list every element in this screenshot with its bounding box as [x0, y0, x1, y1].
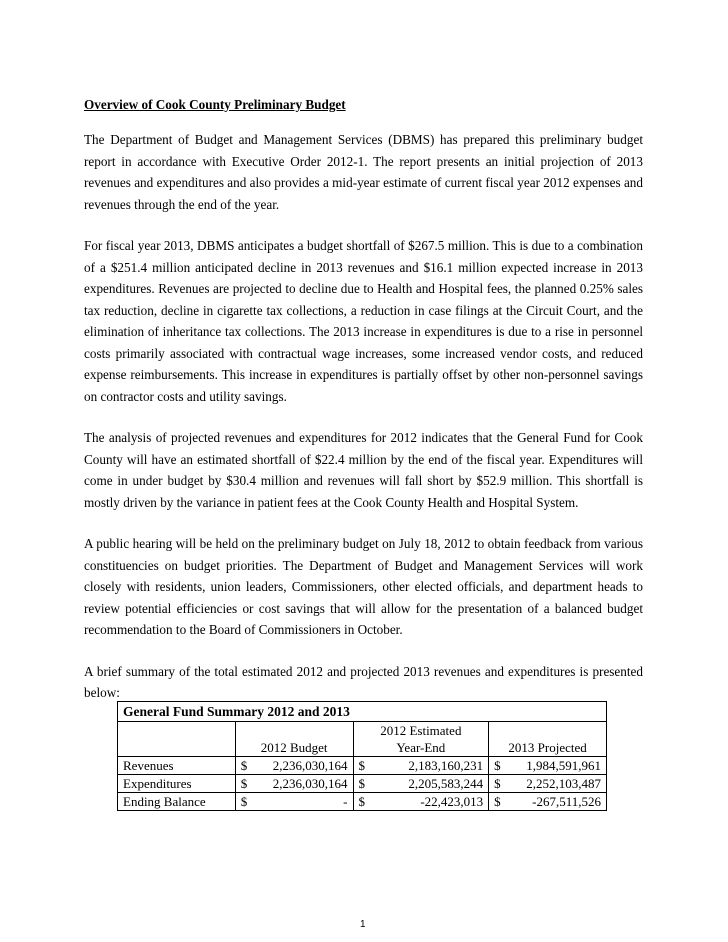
table-title-row: [118, 702, 607, 722]
paragraph-hearing: A public hearing will be held on the preliminary budget on July 18, 2012 to obtain feedback from various constituencies on budget priorities. The Department of Budget and Management Services will work closely with residents, union leaders, Commissioners, other elected officials, and department heads to review potential efficiencies or cost savings that will allow for the presentation of a balanced budget recommendation to the Board of Commissioners in October.: [84, 536, 643, 637]
paragraph-summary-intro: A brief summary of the total estimated 2012 and projected 2013 revenues and expenditures is presented below:: [84, 663, 643, 700]
general-fund-summary-table: [117, 701, 607, 811]
cell-budget: [235, 793, 353, 811]
cell-projected: [489, 793, 607, 811]
document-body: [84, 95, 643, 724]
row-label: Expenditures: [118, 775, 236, 793]
cell-value: -267,511,526: [532, 794, 601, 809]
currency-symbol: $: [358, 776, 365, 791]
row-label: Ending Balance: [118, 793, 236, 811]
cell-estimated: [353, 775, 489, 793]
cell-estimated: [353, 757, 489, 775]
header-estimated-line1: 2012 Estimated: [380, 723, 462, 738]
document-title: Overview of Cook County Preliminary Budget: [84, 97, 346, 112]
table-title: General Fund Summary 2012 and 2013: [118, 702, 607, 722]
currency-symbol: $: [240, 758, 248, 773]
cell-value: 2,183,160,231: [408, 758, 484, 773]
table-row: [118, 757, 607, 775]
table-row: [118, 775, 607, 793]
cell-value: -: [343, 794, 348, 809]
page-number: 1: [360, 919, 366, 930]
row-label: Revenues: [118, 757, 236, 775]
cell-projected: [489, 775, 607, 793]
currency-symbol: $: [494, 758, 501, 773]
cell-budget: [235, 757, 353, 775]
currency-symbol: $: [240, 794, 248, 809]
cell-value: 2,236,030,164: [272, 758, 348, 773]
currency-symbol: $: [494, 794, 501, 809]
header-2013-projected: 2013 Projected: [489, 722, 607, 757]
currency-symbol: $: [358, 794, 365, 809]
cell-budget: [235, 775, 353, 793]
cell-projected: [489, 757, 607, 775]
currency-symbol: $: [494, 776, 501, 791]
cell-value: 2,252,103,487: [526, 776, 601, 791]
header-empty-cell: [118, 722, 236, 757]
paragraph-fy2013: For fiscal year 2013, DBMS anticipates a budget shortfall of $267.5 million. This is due to a combination of a $251.4 million anticipated decline in 2013 revenues and $16.1 million expected increase in 2013 expenditures. Revenues are projected to decline due to Health and Hospital fees, the planned 0.25% sales tax reduction, decline in cigarette tax collections, a reduction in case filings at the Circuit Court, and the elimination of inheritance tax collections. The 2013 increase in expenditures is due to a rise in personnel costs primarily associated with contractual wage increases, some increased vendor costs, and reduced expense reimbursements. This increase in expenditures is partially offset by other non-personnel savings on contractor costs and utility savings.: [84, 238, 643, 404]
header-2012-estimated: [353, 722, 489, 757]
header-estimated-line2: Year-End: [396, 740, 446, 755]
cell-value: 2,205,583,244: [408, 776, 484, 791]
table-row: [118, 793, 607, 811]
currency-symbol: $: [240, 776, 248, 791]
cell-value: -22,423,013: [420, 794, 484, 809]
table-header-row: [118, 722, 607, 757]
currency-symbol: $: [358, 758, 365, 773]
paragraph-intro: The Department of Budget and Management Services (DBMS) has prepared this preliminary budget report in accordance with Executive Order 2012-1. The report presents an initial projection of 2013 revenues and expenditures and also provides a mid-year estimate of current fiscal year 2012 expenses and revenues through the end of the year.: [84, 132, 643, 212]
header-2012-budget: 2012 Budget: [235, 722, 353, 757]
cell-estimated: [353, 793, 489, 811]
cell-value: 2,236,030,164: [272, 776, 348, 791]
paragraph-fy2012: The analysis of projected revenues and expenditures for 2012 indicates that the General Fund for Cook County will have an estimated shortfall of $22.4 million by the end of the fiscal year. Expenditures will come in under budget by $30.4 million and revenues will fall short by $52.9 million. This shortfall is mostly driven by the variance in patient fees at the Cook County Health and Hospital System.: [84, 430, 643, 510]
cell-value: 1,984,591,961: [526, 758, 601, 773]
